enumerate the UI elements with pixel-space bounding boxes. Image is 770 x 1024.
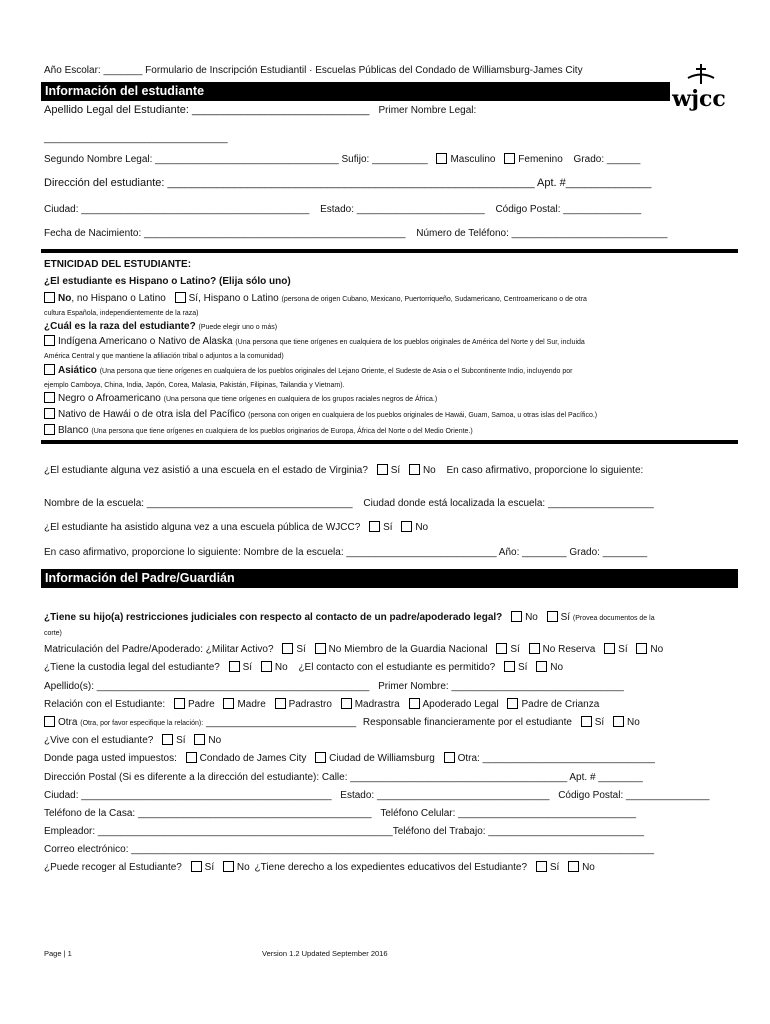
guardian-name-row[interactable]: Apellido(s): _________________________________________________ Primer Nombre: _______________________________ bbox=[44, 681, 624, 692]
guard-checkbox[interactable] bbox=[315, 643, 326, 654]
lives-no-checkbox[interactable] bbox=[194, 734, 205, 745]
indigenous-desc: América Central y que mantiene la afiliación tribal o adjuntos a la comunidad) bbox=[44, 353, 284, 360]
pickup-row: ¿Puede recoger al Estudiante? Sí No ¿Tiene derecho a los expedientes educativos del Estudiante? Sí No bbox=[44, 862, 595, 873]
student-first-name-line[interactable]: _________________________________ bbox=[44, 133, 228, 144]
black-checkbox[interactable] bbox=[44, 392, 55, 403]
reserve-checkbox[interactable] bbox=[529, 643, 540, 654]
asian-checkbox[interactable] bbox=[44, 364, 55, 375]
student-city-row[interactable]: Ciudad: _________________________________________ Estado: _______________________ Código Postal: ______________ bbox=[44, 204, 642, 215]
race-black: Negro o Afroamericano (Una persona que tiene orígenes en cualquiera de los grupos raciales negros de África.) bbox=[44, 392, 437, 406]
section-divider bbox=[41, 440, 738, 444]
student-section-title: Información del estudiante bbox=[41, 82, 670, 101]
restrictions-row: ¿Tiene su hijo(a) restricciones judiciales con respecto al contacto de un padre/apoderado legal? No Sí (Provea documentos de la bbox=[44, 612, 655, 623]
virginia-yes-checkbox[interactable] bbox=[377, 464, 388, 475]
reserve-no-checkbox[interactable] bbox=[636, 643, 647, 654]
race-indigenous: Indígena Americano o Nativo de Alaska (Una persona que tiene orígenes en cualquiera de los pueblos originales de América del Norte y del Sur, incluida bbox=[44, 335, 585, 349]
lives-with-row: ¿Vive con el estudiante? Sí No bbox=[44, 735, 222, 746]
school-name-row[interactable]: Nombre de la escuela: _____________________________________ Ciudad donde está localizada la escuela: ___________________ bbox=[44, 498, 654, 509]
restrictions-yes-checkbox[interactable] bbox=[547, 611, 558, 622]
james-city-checkbox[interactable] bbox=[186, 752, 197, 763]
financial-yes-checkbox[interactable] bbox=[581, 716, 592, 727]
custody-yes-checkbox[interactable] bbox=[229, 661, 240, 672]
student-dob-row[interactable]: Fecha de Nacimiento: _______________________________________________ Número de Teléfono: ____________________________ bbox=[44, 228, 668, 239]
reserve-yes-checkbox[interactable] bbox=[604, 643, 615, 654]
logo-text: wjcc bbox=[672, 86, 726, 112]
wjcc-yes-checkbox[interactable] bbox=[369, 521, 380, 532]
student-middle-name-row[interactable]: Segundo Nombre Legal: _________________________________ Sufijo: __________ Masculino Femenino Grado: ______ bbox=[44, 154, 641, 165]
indigenous-checkbox[interactable] bbox=[44, 335, 55, 346]
other-tax-checkbox[interactable] bbox=[444, 752, 455, 763]
pickup-no-checkbox[interactable] bbox=[223, 861, 234, 872]
other-relation-checkbox[interactable] bbox=[44, 716, 55, 727]
ethnicity-title: ETNICIDAD DEL ESTUDIANTE: bbox=[44, 259, 192, 270]
restrictions-no-checkbox[interactable] bbox=[511, 611, 522, 622]
version-note: Version 1.2 Updated September 2016 bbox=[262, 949, 388, 958]
stepfather-checkbox[interactable] bbox=[275, 698, 286, 709]
other-relation-row: Otra (Otra, por favor especifique la relación): ___________________________ Responsable financieramente por el estudiante Sí No bbox=[44, 716, 640, 730]
contact-no-checkbox[interactable] bbox=[536, 661, 547, 672]
wjcc-no-checkbox[interactable] bbox=[401, 521, 412, 532]
employer-row[interactable]: Empleador: _____________________________________________________Teléfono del Trabajo: ____________________________ bbox=[44, 826, 645, 837]
guard-yes-checkbox[interactable] bbox=[496, 643, 507, 654]
form-header: Año Escolar: _______ Formulario de Inscripción Estudiantil · Escuelas Públicas del Condado de Williamsburg-James City bbox=[44, 65, 583, 76]
virginia-no-checkbox[interactable] bbox=[409, 464, 420, 475]
female-checkbox[interactable] bbox=[504, 153, 515, 164]
wjcc-school-row: ¿El estudiante ha asistido alguna vez a una escuela pública de WJCC? Sí No bbox=[44, 522, 429, 533]
legal-guardian-checkbox[interactable] bbox=[409, 698, 420, 709]
student-last-name-field[interactable]: Apellido Legal del Estudiante: _____________________________ Primer Nombre Legal: bbox=[44, 104, 477, 116]
phone-row[interactable]: Teléfono de la Casa: __________________________________________ Teléfono Celular: ________________________________ bbox=[44, 808, 637, 819]
guardian-section-title: Información del Padre/Guardián bbox=[41, 569, 738, 588]
wjcc-details-row[interactable]: En caso afirmativo, proporcione lo siguiente: Nombre de la escuela: ___________________________ Año: ________ Grado: ________ bbox=[44, 547, 648, 558]
financial-no-checkbox[interactable] bbox=[613, 716, 624, 727]
race-question: ¿Cuál es la raza del estudiante? (Puede elegir uno o más) bbox=[44, 321, 278, 332]
section-divider bbox=[41, 249, 738, 253]
asian-desc: ejemplo Camboya, China, India, Japón, Corea, Malasia, Pakistán, Filipinas, Tailandia y Vietnam). bbox=[44, 382, 345, 389]
wjcc-logo bbox=[668, 62, 730, 118]
father-checkbox[interactable] bbox=[174, 698, 185, 709]
hispanic-no-checkbox[interactable] bbox=[44, 292, 55, 303]
military-row: Matriculación del Padre/Apoderado: ¿Militar Activo? Sí No Miembro de la Guardia Nacional Sí No Reserva Sí No bbox=[44, 644, 664, 655]
race-asian: Asiático (Una persona que tiene orígenes en cualquiera de los pueblos originales del Lejano Oriente, el Sudeste de Asia o el Subcontinente Indio, incluyendo por bbox=[44, 364, 573, 378]
taxes-row: Donde paga usted impuestos: Condado de James City Ciudad de Williamsburg Otra: _______________________________ bbox=[44, 753, 655, 764]
email-row[interactable]: Correo electrónico: ______________________________________________________________________________________________ bbox=[44, 844, 655, 855]
custody-row: ¿Tiene la custodia legal del estudiante? Sí No ¿El contacto con el estudiante es permitido? Sí No bbox=[44, 662, 564, 673]
hawaiian-checkbox[interactable] bbox=[44, 408, 55, 419]
relation-row: Relación con el Estudiante: Padre Madre Padrastro Madrastra Apoderado Legal Padre de Crianza bbox=[44, 699, 600, 710]
mother-checkbox[interactable] bbox=[223, 698, 234, 709]
pickup-yes-checkbox[interactable] bbox=[191, 861, 202, 872]
stepmother-checkbox[interactable] bbox=[341, 698, 352, 709]
williamsburg-checkbox[interactable] bbox=[315, 752, 326, 763]
student-address-field[interactable]: Dirección del estudiante: ____________________________________________________________ Apt. #______________ bbox=[44, 177, 652, 189]
guardian-city-row[interactable]: Ciudad: _____________________________________________ Estado: _______________________________ Código Postal: _______________ bbox=[44, 790, 710, 801]
lives-yes-checkbox[interactable] bbox=[162, 734, 173, 745]
hispanic-yes-checkbox[interactable] bbox=[175, 292, 186, 303]
white-checkbox[interactable] bbox=[44, 424, 55, 435]
restrictions-note: corte) bbox=[44, 630, 62, 637]
hispanic-options: No, no Hispano o Latino Sí, Hispano o Latino (persona de origen Cubano, Mexicano, Puertorriqueño, Sudamericano, Centroamericano o de otra bbox=[44, 292, 587, 306]
page-number: Page | 1 bbox=[44, 949, 72, 958]
contact-yes-checkbox[interactable] bbox=[504, 661, 515, 672]
military-yes-checkbox[interactable] bbox=[282, 643, 293, 654]
foster-parent-checkbox[interactable] bbox=[507, 698, 518, 709]
records-yes-checkbox[interactable] bbox=[536, 861, 547, 872]
male-checkbox[interactable] bbox=[436, 153, 447, 164]
mailing-address-row[interactable]: Dirección Postal (Si es diferente a la dirección del estudiante): Calle: _______________________________________ Apt. # ________ bbox=[44, 772, 643, 783]
hispanic-yes-desc: cultura Española, independientemente de la raza) bbox=[44, 310, 199, 317]
race-hawaiian: Nativo de Hawái o de otra isla del Pacífico (persona con origen en cualquiera de los pueblos originales de Hawái, Guam, Samoa, u otras islas del Pacífico.) bbox=[44, 408, 597, 422]
virginia-school-row: ¿El estudiante alguna vez asistió a una escuela en el estado de Virginia? Sí No En caso afirmativo, proporcione lo siguiente: bbox=[44, 465, 644, 476]
custody-no-checkbox[interactable] bbox=[261, 661, 272, 672]
hispanic-question: ¿El estudiante es Hispano o Latino? (Elija sólo uno) bbox=[44, 276, 291, 287]
records-no-checkbox[interactable] bbox=[568, 861, 579, 872]
race-white: Blanco (Una persona que tiene orígenes en cualquiera de los pueblos originarios de Europa, África del Norte o del Medio Oriente.) bbox=[44, 424, 473, 438]
